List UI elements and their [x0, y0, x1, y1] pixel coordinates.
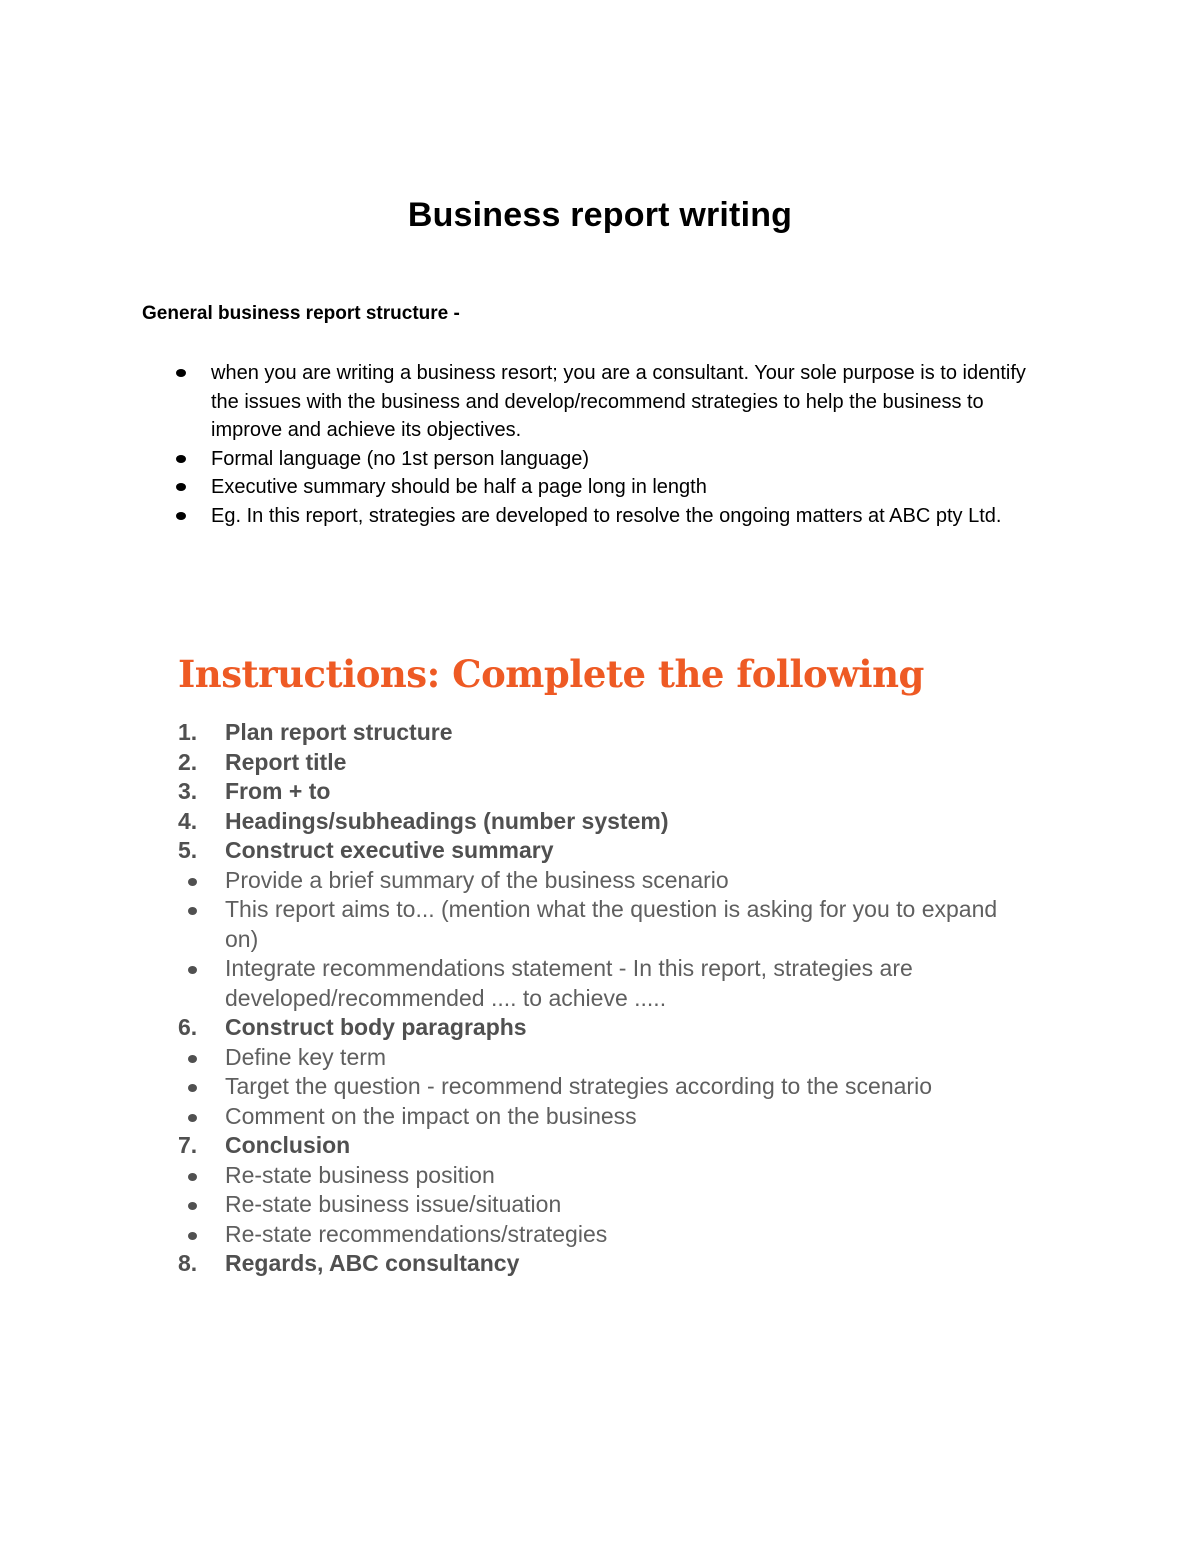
sub-step-item — [0, 1102, 1025, 1132]
bullet-dot-icon — [188, 907, 197, 915]
step-item — [0, 748, 1025, 778]
step-number: 5. — [178, 837, 198, 863]
instructions-heading: Instructions: Complete the following — [178, 652, 924, 696]
instructions-step-list — [0, 718, 1200, 1279]
step-item — [0, 836, 1025, 866]
step-text: Re-state business position — [225, 1161, 495, 1188]
bullet-text: when you are writing a business resort; you are a consultant. Your sole purpose is to identify the issues with the business and develop/recommend strategies to help the business to improve and achieve its objectives. — [211, 362, 1026, 441]
step-text: Target the question - recommend strategies according to the scenario — [225, 1073, 932, 1099]
bullet-item — [0, 502, 1031, 531]
step-number: 4. — [178, 807, 198, 834]
step-text: Comment on the impact on the business — [225, 1102, 637, 1129]
bullet-dot-icon — [188, 1114, 197, 1122]
step-text: Construct executive summary — [225, 837, 554, 863]
sub-step-item — [0, 1072, 1025, 1102]
sub-step-item — [0, 895, 1025, 954]
bullet-text: Eg. In this report, strategies are developed to resolve the ongoing matters at ABC pty Ltd. — [211, 504, 1002, 527]
step-text: Conclusion — [225, 1132, 351, 1158]
step-item — [0, 1249, 1025, 1279]
step-text: This report aims to... (mention what the question is asking for you to expand on) — [225, 896, 998, 952]
structure-bullet-list — [0, 359, 1200, 530]
sub-step-item — [0, 1190, 1025, 1220]
bullet-dot-icon — [188, 1202, 197, 1210]
step-item — [0, 718, 1025, 748]
bullet-item — [0, 473, 1031, 502]
step-text: Report title — [225, 748, 347, 775]
step-number: 1. — [178, 719, 198, 745]
bullet-dot-icon — [176, 455, 186, 463]
sub-step-item — [0, 1043, 1025, 1073]
bullet-dot-icon — [176, 369, 186, 377]
document-title: Business report writing — [407, 196, 793, 234]
step-number: 2. — [178, 748, 198, 775]
bullet-dot-icon — [176, 512, 186, 520]
step-item — [0, 1013, 1025, 1043]
sub-step-item — [0, 866, 1025, 896]
sub-step-item — [0, 954, 1025, 1013]
step-text: From + to — [225, 778, 331, 804]
step-number: 3. — [178, 778, 198, 804]
sub-step-item — [0, 1220, 1025, 1250]
bullet-dot-icon — [188, 1173, 197, 1181]
bullet-dot-icon — [188, 1055, 197, 1063]
step-item — [0, 1131, 1025, 1161]
step-text: Re-state business issue/situation — [225, 1191, 562, 1217]
step-text: Construct body paragraphs — [225, 1014, 527, 1040]
step-text: Provide a brief summary of the business scenario — [225, 866, 729, 893]
bullet-dot-icon — [188, 1232, 197, 1240]
step-text: Regards, ABC consultancy — [225, 1250, 520, 1276]
step-number: 8. — [178, 1250, 198, 1276]
step-text: Plan report structure — [225, 719, 453, 745]
bullet-text: Formal language (no 1st person language) — [211, 447, 590, 470]
bullet-dot-icon — [188, 966, 197, 974]
bullet-dot-icon — [188, 1084, 197, 1092]
section-heading: General business report structure - — [142, 303, 460, 324]
sub-step-item — [0, 1161, 1025, 1191]
step-text: Define key term — [225, 1043, 387, 1070]
bullet-dot-icon — [176, 483, 186, 491]
bullet-item — [0, 445, 1031, 474]
step-text: Headings/subheadings (number system) — [225, 807, 669, 834]
step-text: Integrate recommendations statement - In this report, strategies are developed/recommended .... to achieve ..... — [225, 955, 913, 1011]
step-number: 6. — [178, 1014, 198, 1040]
bullet-text: Executive summary should be half a page long in length — [211, 476, 707, 498]
bullet-dot-icon — [188, 878, 197, 886]
step-item — [0, 777, 1025, 807]
step-text: Re-state recommendations/strategies — [225, 1220, 608, 1247]
step-item — [0, 807, 1025, 837]
bullet-item — [0, 359, 1031, 445]
step-number: 7. — [178, 1132, 198, 1158]
